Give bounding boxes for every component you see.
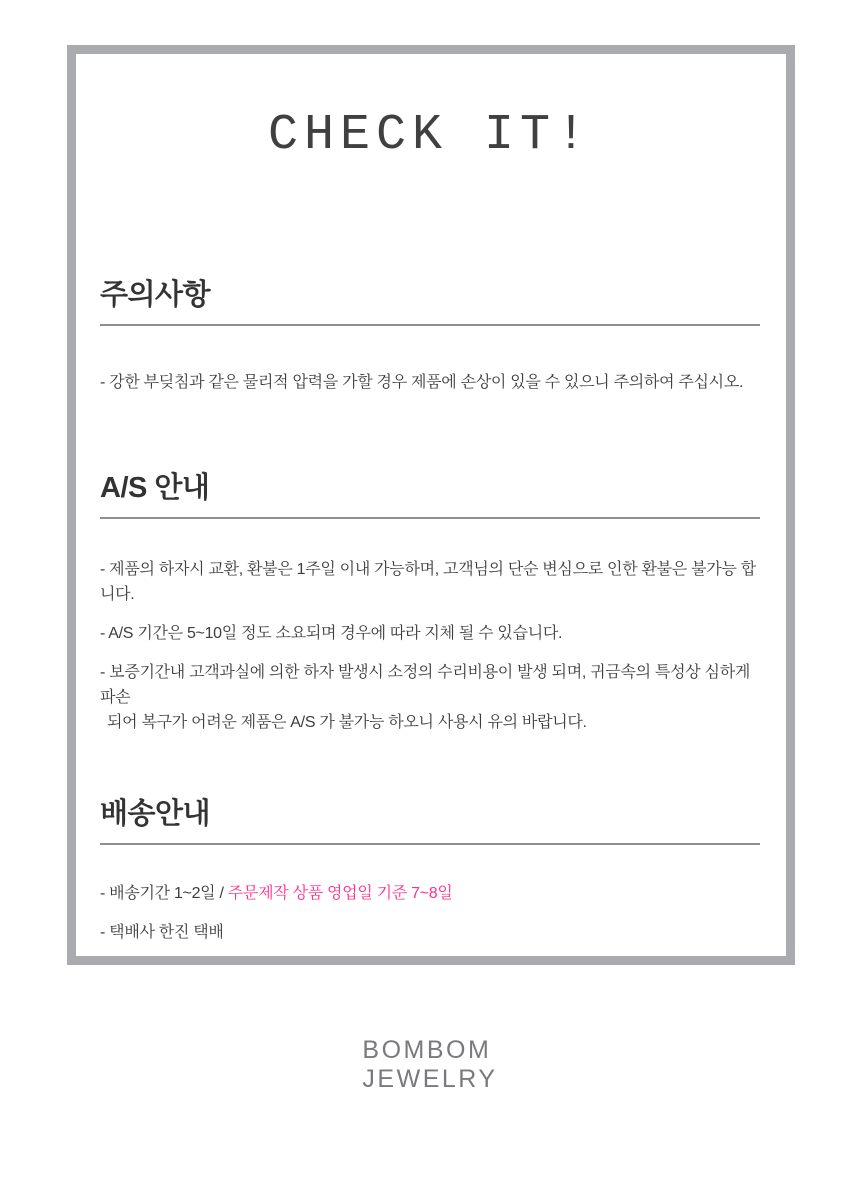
shipping-item-period [100,881,760,906]
section-as-guide [100,471,760,735]
as-items [100,557,760,735]
section-shipping [100,797,760,945]
shipping-item-courier: - 택배사 한진 택배 [100,924,224,941]
check-it-title: CHECK IT! [267,107,593,164]
brand-logo-text [362,1036,497,1094]
brand-logo-line1: BOMBOM [362,1036,492,1064]
section-caution [100,278,760,395]
as-heading: A/S 안내 [100,471,760,519]
shipping-period-text: - 배송기간 1~2일 / [100,885,228,902]
as-item-repair-cost-line2: 되어 복구가 어려운 제품은 A/S 가 불가능 하오니 사용시 유의 바랍니다. [107,714,587,731]
caution-items [100,370,760,395]
brand-logo [0,1036,860,1094]
info-frame [67,45,795,965]
shipping-period-custom-made-highlight: 주문제작 상품 영업일 기준 7~8일 [227,885,453,902]
as-item-duration: - A/S 기간은 5~10일 정도 소요되며 경우에 따라 지체 될 수 있습니다. [100,625,563,642]
as-item-refund-policy: - 제품의 하자시 교환, 환불은 1주일 이내 가능하며, 고객님의 단순 변심으로 인한 환불은 불가능 합니다. [100,561,756,603]
frame-content [76,106,786,945]
caution-item-impact: - 강한 부딪침과 같은 물리적 압력을 가할 경우 제품에 손상이 있을 수 있으니 주의하여 주십시오. [100,374,744,391]
caution-heading: 주의사항 [100,278,760,326]
as-item-repair-cost [100,660,760,735]
shipping-heading: 배송안내 [100,797,760,845]
as-item-repair-cost-line1: - 보증기간내 고객과실에 의한 하자 발생시 소정의 수리비용이 발생 되며, 귀금속의 특성상 심하게 파손 [100,664,751,706]
brand-logo-line2: JEWELRY [362,1065,498,1093]
shipping-items [100,881,760,945]
